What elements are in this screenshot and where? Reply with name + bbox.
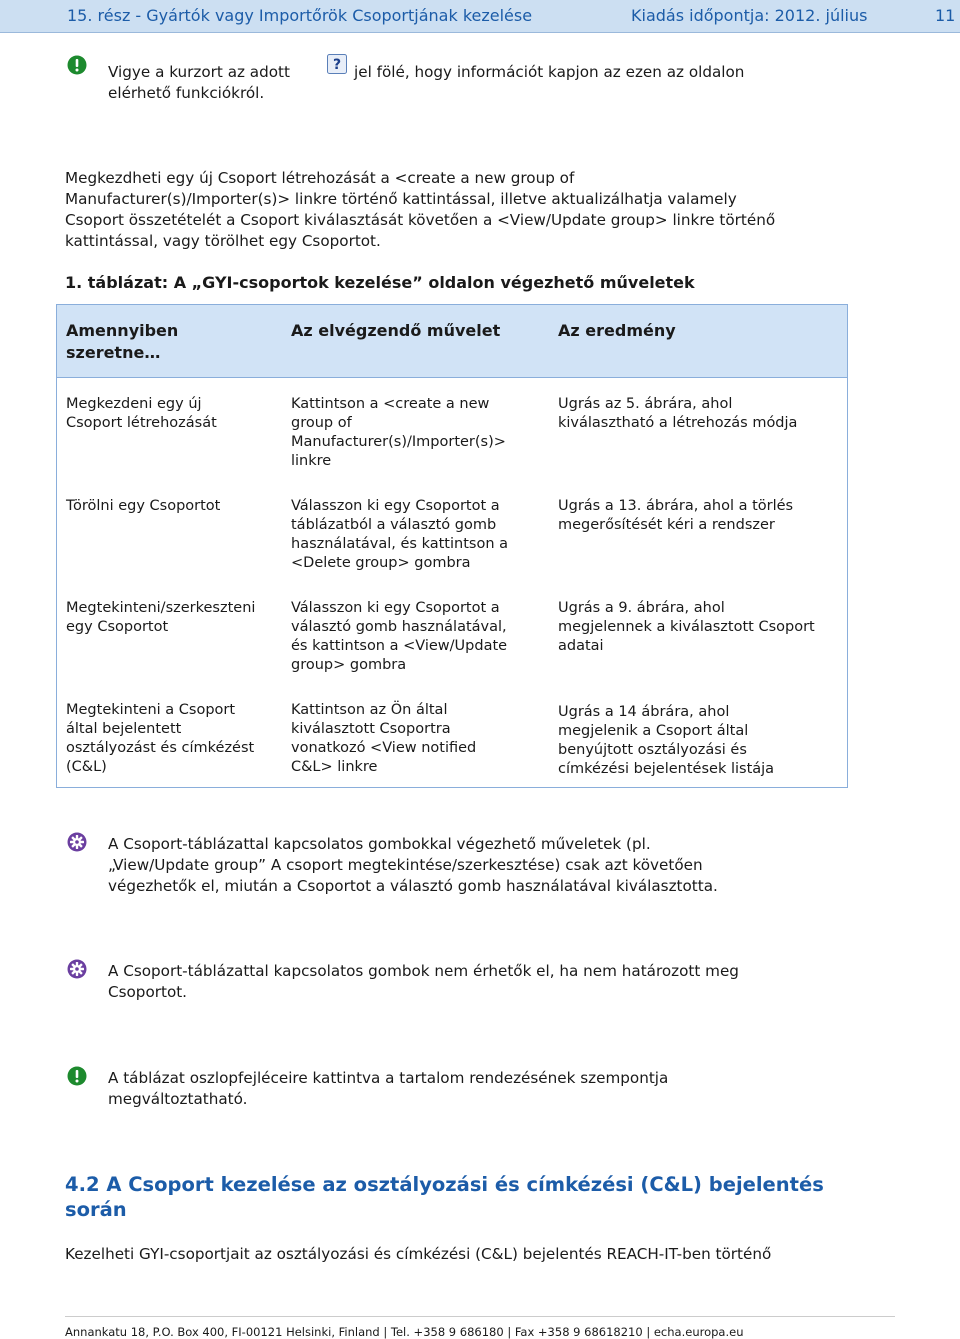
table-row-4-result: Ugrás a 14 ábrára, ahol megjelenik a Csoport által benyújtott osztályozási és címkézési bejelentések listája [558, 704, 775, 777]
table-caption: 1. táblázat: A „GYI-csoportok kezelése” oldalon végezhető műveletek [65, 273, 695, 292]
table-row-3-result: Ugrás a 9. ábrára, ahol megjelennek a kiválasztott Csoport adatai [558, 600, 815, 654]
column-header-want[interactable]: Amennyiben szeretne… [66, 321, 179, 362]
page-footer: Annankatu 18, P.O. Box 400, FI-00121 Helsinki, Finland | Tel. +358 9 686180 | Fax +358 9 68618210 | echa.europa.eu [65, 1325, 744, 1339]
note-3-line-1: A táblázat oszlopfejléceire kattintva a tartalom rendezésének szempontja [108, 1069, 669, 1087]
tip-text-before: Vigye a kurzort az adott [108, 63, 290, 81]
table-row-1-want: Megkezdeni egy új Csoport létrehozását [66, 396, 217, 431]
note-1-line-1: A Csoport-táblázattal kapcsolatos gombokkal végezhető műveletek (pl. [108, 835, 651, 853]
help-question-icon[interactable] [327, 54, 347, 78]
note-2-line-1: A Csoport-táblázattal kapcsolatos gombok nem érhetők el, ha nem határozott meg [108, 962, 739, 980]
table-row-3-action: Válasszon ki egy Csoportot a választó gomb használatával, és kattintson a <View/Update group> gombra [291, 600, 508, 673]
intro-line-2: Manufacturer(s)/Importer(s)> linkre történő kattintással, illetve aktualizálhatja valamely [65, 190, 737, 208]
gear-icon [67, 959, 87, 983]
note-1-line-3: végezhetők el, miután a Csoportot a választó gomb használatával kiválasztotta. [108, 877, 718, 895]
note-1-line-2: „View/Update group” A csoport megtekintése/szerkesztése) csak azt követően [108, 856, 703, 874]
table-row-4-action: Kattintson az Ön által kiválasztott Csoportra vonatkozó <View notified C&L> linkre [291, 702, 477, 775]
header-title: 15. rész - Gyártók vagy Importőrök Csoportjának kezelése [67, 6, 533, 25]
footer-divider [65, 1316, 895, 1317]
table-row-2-want: Törölni egy Csoportot [66, 498, 221, 514]
column-header-result[interactable]: Az eredmény [558, 321, 676, 340]
intro-line-1: Megkezdheti egy új Csoport létrehozását a <create a new group of [65, 169, 575, 187]
section-heading: 4.2 A Csoport kezelése az osztályozási és címkézési (C&L) bejelentés során [65, 1173, 824, 1221]
svg-text:?: ? [332, 57, 342, 73]
header-date: Kiadás időpontja: 2012. július [631, 6, 868, 25]
intro-line-3: Csoport összetételét a Csoport kiválasztását követően a <View/Update group> linkre történő [65, 211, 776, 229]
note-2-line-2: Csoportot. [108, 983, 188, 1001]
table-row-1-result: Ugrás az 5. ábrára, ahol kiválasztható a létrehozás módja [558, 396, 798, 431]
intro-line-4: kattintással, vagy törölhet egy Csoportot. [65, 232, 381, 250]
table-row-2-result: Ugrás a 13. ábrára, ahol a törlés megerősítését kéri a rendszer [558, 498, 794, 533]
exclamation-icon [67, 1066, 87, 1090]
table-row-2-action: Válasszon ki egy Csoportot a táblázatból a választó gomb használatával, és kattintson a <Delete group> gombra [291, 498, 509, 571]
section-body: Kezelheti GYI-csoportjait az osztályozási és címkézési (C&L) bejelentés REACH-IT-ben történő [65, 1245, 772, 1263]
page-number: 11 [935, 6, 956, 25]
header-divider [0, 32, 960, 33]
table-row-4-want: Megtekinteni a Csoport által bejelentett osztályozást és címkézést (C&L) [66, 702, 255, 775]
note-3-line-2: megváltoztatható. [108, 1090, 248, 1108]
table-row-3-want: Megtekinteni/szerkeszteni egy Csoportot [66, 600, 256, 635]
column-header-action[interactable]: Az elvégzendő művelet [291, 321, 501, 340]
exclamation-icon [67, 55, 87, 79]
table-header-divider [57, 377, 847, 378]
tip-text-line2: elérhető funkciókról. [108, 84, 265, 102]
table-row-1-action: Kattintson a <create a new group of Manufacturer(s)/Importer(s)> linkre [291, 396, 506, 469]
tip-text-after: jel fölé, hogy információt kapjon az ezen az oldalon [354, 63, 745, 81]
gear-icon [67, 832, 87, 856]
